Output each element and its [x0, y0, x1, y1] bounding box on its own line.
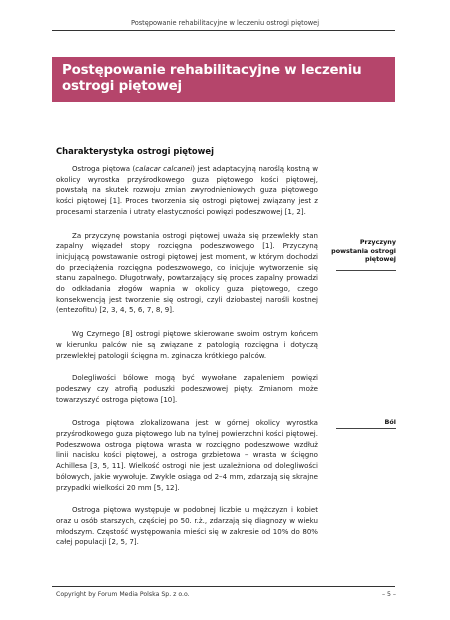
header-rule — [52, 30, 395, 31]
footer-copyright: Copyright by Forum Media Polska Sp. z o.o. — [56, 591, 190, 598]
latin-term: calacar calcanei — [135, 164, 193, 173]
paragraph-5: Ostroga piętowa zlokalizowana jest w górnej okolicy wyrostka przyśrodkowego guza piętowego lub na tylnej powierzchni kości piętowej. Podeszwowa ostroga piętowa wrasta w rozcięgno podeszwowe wzdłuż linii nacisku kości piętowej, a ostroga grzbietowa – wrasta w ścięgno Achillesa [3, 5, 11]. Wielkość ostrogi nie jest uzależniona od dolegliwości bólowych, jakie wywołuje. Zwykle osiąga od 2–4 mm, zdarzają się skrajne przypadki wielkości 20 mm [5, 12]. — [56, 418, 318, 492]
paragraph-1 — [56, 164, 318, 218]
footer-rule — [52, 586, 395, 587]
page-number: – 5 – — [381, 591, 396, 598]
document-title: Postępowanie rehabilitacyjne w leczeniu ostrogi piętowej — [62, 63, 362, 94]
sidenote-pain-rule — [336, 428, 396, 429]
section-heading: Charakterystyka ostrogi piętowej — [56, 146, 214, 156]
sidenote-causes: Przyczyny powstania ostrogi piętowej — [331, 238, 396, 264]
title-band — [52, 57, 395, 102]
paragraph-1-part-b: ) jest adaptacyjną naroślą kostną w okolicy wyrostka przyśrodkowego guza piętowego kości piętowej, powstałą na skutek rozwoju zmian zwyrodnieniowych guza piętowego kości piętowej [1]. Proces tworzenia się ostrogi piętowej związany jest z procesami starzenia i utraty elastyczności powięzi podeszwowej [1, 2]. — [56, 164, 318, 216]
body-text — [56, 164, 318, 561]
sidenote-causes-rule — [336, 270, 396, 271]
sidenote-pain: Ból — [384, 418, 396, 426]
running-header: Postępowanie rehabilitacyjne w leczeniu ostrogi piętowej — [130, 19, 320, 27]
paragraph-3: Wg Czyrnego [8] ostrogi piętowe skierowane swoim ostrym końcem w kierunku palców nie są związane z patologią rozcięgna i dotyczą przewlekłej patologii ścięgna m. zginacza krótkiego palców. — [56, 329, 318, 360]
paragraph-1-part-a: Ostroga piętowa ( — [72, 164, 136, 173]
paragraph-2: Za przyczynę powstania ostrogi piętowej uważa się przewlekły stan zapalny więzadeł stopy rozcięgna podeszwowego [1]. Przyczyną inicjującą powstawanie ostrogi piętowej jest moment, w którym dochodzi do przeciążenia rozcięgna podeszwowego, co inicjuje wytworzenie się stanu zapalnego. Długotrwały, powtarzający się proces zapalny prowadzi do odkładania złogów wapnia w okolicy guza piętowego, czego konsekwencją jest tworzenie się ostrogi, czyli dziobastej narośli kostnej (entezofitu) [2, 3, 4, 5, 6, 7, 8, 9]. — [56, 230, 318, 315]
paragraph-4: Dolegliwości bólowe mogą być wywołane zapaleniem powięzi podeszwy czy atrofią poduszki podeszwowej pięty. Zmianom może towarzyszyć ostroga piętowa [10]. — [56, 373, 318, 404]
paragraph-6: Ostroga piętowa występuje w podobnej liczbie u mężczyzn i kobiet oraz u osób starszych, częściej po 50. r.ż., zdarzają się diagnozy w wieku młodszym. Częstość występowania mieści się w zakresie od 10% do 80% całej populacji [2, 5, 7]. — [56, 505, 318, 547]
